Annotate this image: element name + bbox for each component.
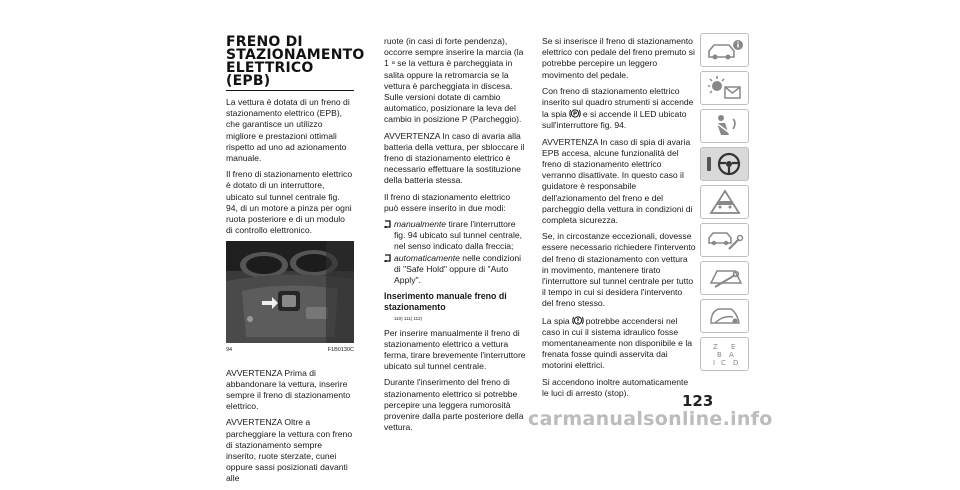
list-bullet-icon — [384, 254, 391, 262]
brake-failure-warning-icon — [572, 315, 584, 326]
index-letter: E — [730, 343, 735, 351]
watermark: carmanualsonline.info — [528, 408, 773, 430]
warning-triangle-icon — [705, 189, 745, 215]
subheading: Inserimento manuale freno di stazionamento — [384, 291, 507, 312]
car-info-icon — [705, 37, 745, 63]
item-emphasis: automaticamente — [394, 252, 460, 263]
warning-paragraph: AVVERTENZA Prima di abbandonare la vettura, inserire sempre il freno di stazionamento elettrico. — [226, 367, 351, 412]
index-letters-icon — [705, 341, 745, 367]
index-letter: I — [712, 359, 715, 367]
index-letter: D — [732, 359, 738, 367]
paragraph — [542, 315, 696, 372]
text-span: La spia — [542, 315, 570, 326]
paragraph: Per inserire manualmente il freno di stazionamento elettrico a vettura ferma, tirare brevemente l'interruttore ubicato sul tunnel centrale. — [384, 327, 526, 372]
tab-starting-driving[interactable] — [700, 147, 749, 181]
svg-text:P: P — [572, 111, 577, 118]
index-letter: B — [716, 351, 722, 359]
column-3 — [542, 36, 696, 404]
paragraph: Il freno di stazionamento elettrico può essere inserito in due modi: — [384, 191, 511, 213]
paragraph: Si accendono inoltre automaticamente le luci di arresto (stop). — [542, 376, 689, 398]
paragraph: Durante l'inserimento del freno di stazionamento elettrico si potrebbe percepire una leggera rumorosità provenire dalla parte posteriore della vettura. — [384, 377, 524, 433]
item-emphasis: manualmente — [394, 219, 447, 230]
tab-car-info[interactable] — [700, 33, 749, 67]
column-1 — [226, 34, 365, 490]
paragraph: Se si inserisce il freno di stazionamento elettrico con pedale del freno premuto si potrebbe percepire un leggero movimento del pedale. — [542, 36, 695, 80]
tab-technical-data[interactable] — [700, 299, 749, 333]
warning-references: 110) 111) 112) — [394, 316, 423, 322]
warning-paragraph: AVVERTENZA In caso di spia di avaria EPB accesa, alcune funzionalità del freno di stazionamento elettrico verranno disattivate. In questo caso il guidatore è responsabile dell'azionamento del freno e del parcheggio della vettura in condizioni di completa sicurezza. — [542, 136, 693, 226]
text-span: e si accende il LED ubicato sull'interruttore fig. 94. — [542, 109, 687, 131]
text-span: Con freno di stazionamento elettrico inserito sul quadro strumenti si accende la spia — [542, 85, 694, 120]
paragraph — [384, 36, 526, 126]
tab-index[interactable] — [700, 337, 749, 371]
paragraph: La vettura è dotata di un freno di stazionamento elettrico (EPB), che garantisce un utilizzo migliore e prestazioni ottimali rispetto ad uno ad azionamento manuale. — [226, 97, 350, 164]
tab-dashboard-lights[interactable] — [700, 71, 749, 105]
index-letter: C — [720, 359, 726, 367]
figure-caption — [226, 345, 354, 356]
tab-safety[interactable] — [700, 109, 749, 143]
epb-switch-photo — [226, 241, 354, 343]
chapter-tabs — [700, 33, 749, 375]
text-span: ruote (in casi di forte pendenza), occorre sempre inserire la marcia (la 1 — [384, 36, 524, 69]
text-span: tirare l'interruttore fig. 94 ubicato sul tunnel centrale, nel senso indicato dalla freccia; — [394, 219, 523, 252]
section-title: FRENO DI STAZIONAMENTO ELETTRICO (EPB) — [226, 34, 365, 89]
tab-service[interactable] — [700, 261, 749, 295]
text-span: se la vettura è parcheggiata in salita oppure la retromarcia se la vettura è parcheggiata in discesa. Sulle versioni dotate di cambio automatico, posizionare la leva del cambio in posizione P (Parcheggio). — [384, 58, 522, 125]
car-service-icon — [705, 265, 745, 291]
column-2 — [384, 36, 526, 438]
index-letter: Z — [712, 343, 718, 351]
page-number: 123 — [682, 392, 714, 410]
warning-paragraph: AVVERTENZA In caso di avaria alla batteria della vettura, per sbloccare il freno di stazionamento elettrico è necessario effettuare la sostituzione della batteria stessa. — [384, 130, 525, 186]
superscript: a — [391, 60, 395, 67]
steering-wheel-icon — [705, 151, 745, 177]
figure-number: 94 — [226, 347, 233, 354]
breakdown-tools-icon — [705, 227, 745, 253]
list-item — [384, 253, 526, 287]
dashboard-lights-icon — [705, 75, 745, 101]
seat-safety-icon — [705, 113, 745, 139]
warning-paragraph: AVVERTENZA Oltre a parcheggiare la vettura con freno di stazionamento sempre inserito, ruote sterzate, cunei oppure sassi posizionati davanti alle — [226, 417, 353, 484]
list-bullet-icon — [384, 220, 391, 228]
figure-epb-switch — [226, 241, 354, 343]
figure-code: F1B0130C — [327, 347, 354, 354]
text-span: nelle condizioni di "Safe Hold" oppure di "Auto Apply". — [394, 252, 522, 286]
index-letter: A — [728, 351, 734, 359]
list-item — [384, 219, 526, 253]
paragraph: Il freno di stazionamento elettrico è dotato di un interruttore, ubicato sul tunnel centrale fig. 94, di un motore a pinza per ogni ruota posteriore e di un modulo di controllo elettronico. — [226, 169, 353, 236]
parking-brake-warning-icon — [569, 108, 581, 119]
paragraph: Se, in circostanze eccezionali, dovesse essere necessario richiedere l'intervento del freno di stazionamento con vettura in movimento, mantenere tirato l'interruttore sul tunnel centrale per tutto il tempo in cui si desidera l'intervento del freno stesso. — [542, 231, 696, 309]
paragraph — [542, 86, 696, 132]
technical-data-icon — [705, 303, 745, 329]
text-span: potrebbe accendersi nel caso in cui il sistema idraulico fosse momentaneamente non disponibile e la frenata fosse quindi asservita dai motorini elettrici. — [542, 315, 693, 371]
tab-emergency[interactable] — [700, 185, 749, 219]
tab-maintenance[interactable] — [700, 223, 749, 257]
